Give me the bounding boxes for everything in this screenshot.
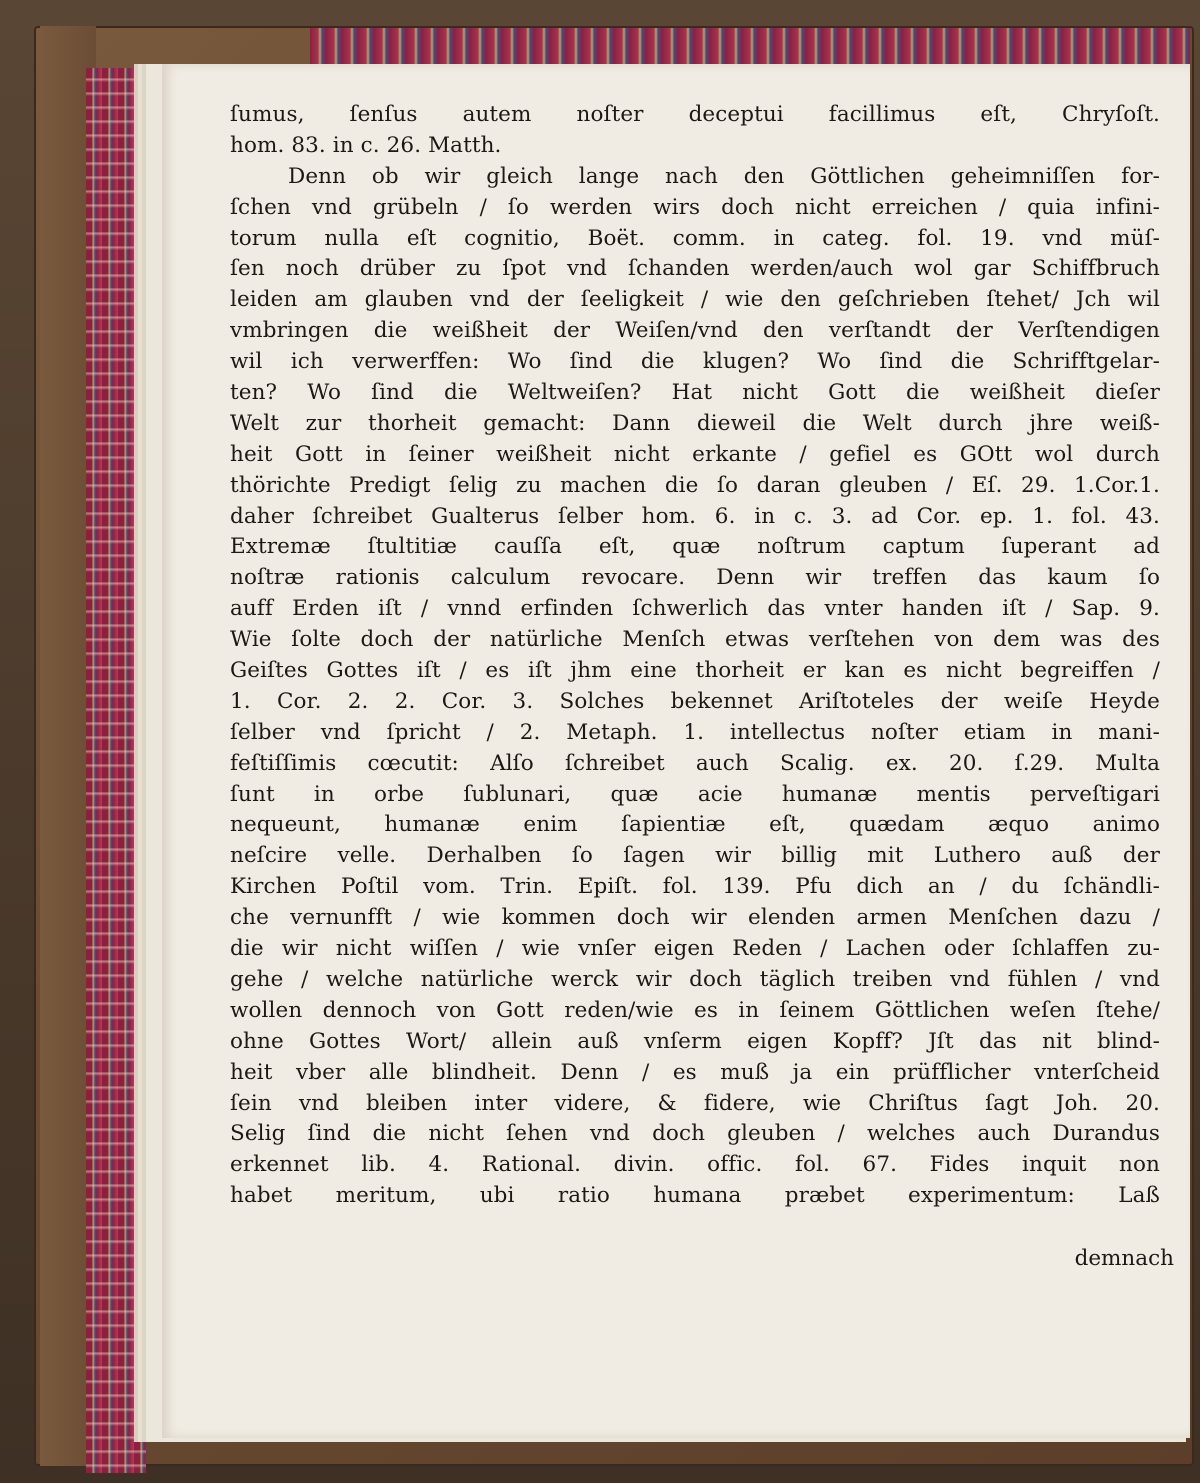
text-line: nequeunt, humanæ enim ſapientiæ eſt, quædam æquo animo [230,812,1160,838]
text-line: ſumus, ſenſus autem noſter deceptui facillimus eſt, Chryſoſt. [230,102,1160,127]
text-line: che vernunfft / wie kommen doch wir elenden armen Menſchen dazu / [230,905,1160,931]
text-line: noſtræ rationis calculum revocare. Denn wir treffen das kaum ſo [230,565,1160,591]
text-line: Welt zur thorheit gemacht: Dann dieweil die Welt durch jhre weiß- [230,410,1160,436]
text-line: Kirchen Poſtil vom. Trin. Epiſt. fol. 139. Pfu dich an / du ſchändli- [230,874,1160,900]
text-line: 1. Cor. 2. 2. Cor. 3. Solches bekennet Ariſtoteles der weiſe Heyde [230,688,1160,714]
marbled-endpaper-left [86,68,146,1473]
text-line: ohne Gottes Wort/ allein auß vnſerm eigen Kopff? Jſt das nit blind- [230,1028,1160,1054]
text-line: habet meritum, ubi ratio humana præbet experimentum: Laß [230,1183,1160,1209]
text-line: wollen dennoch von Gott reden/wie es in ſeinem Göttlichen weſen ſtehe/ [230,997,1160,1023]
text-line: vmbringen die weißheit der Weiſen/vnd den verſtandt der Verſtendigen [230,318,1160,344]
page-text [230,100,1160,1212]
text-line: ten? Wo ſind die Weltweiſen? Hat nicht Gott die weißheit dieſer [230,380,1160,406]
text-line: leiden am glauben vnd der ſeeligkeit / wie den geſchrieben ſtehet/ Jch wil [230,287,1160,313]
text-line: torum nulla eſt cognitio, Boët. comm. in categ. fol. 19. vnd müſ- [230,225,1160,251]
text-line: feſtiſſimis cœcutit: Alſo ſchreibet auch Scalig. ex. 20. ſ.29. Multa [230,750,1160,776]
text-line: ſelber vnd ſpricht / 2. Metaph. 1. intellectus noſter etiam in mani- [230,719,1160,745]
text-line: ſen noch drüber zu ſpot vnd ſchanden werden/auch wol gar Schiffbruch [230,256,1160,282]
text-line: Denn ob wir gleich lange nach den Göttlichen geheimniſſen for- [288,163,1160,189]
text-line: Geiſtes Gottes iſt / es iſt jhm eine thorheit er kan es nicht begreiffen / [230,658,1160,684]
text-line: auff Erden iſt / vnnd erfinden ſchwerlich das vnter handen iſt / Sap. 9. [230,596,1160,622]
text-line: gehe / welche natürliche werck wir doch täglich treiben vnd fühlen / vnd [230,966,1160,992]
text-line: heit Gott in ſeiner weißheit nicht erkante / gefiel es GOtt wol durch [230,441,1160,467]
marbled-endpaper-top [310,28,1190,68]
text-line: erkennet lib. 4. Rational. divin. offic. fol. 67. Fides inquit non [230,1152,1160,1178]
text-line: Selig ſind die nicht ſehen vnd doch gleuben / welches auch Durandus [230,1121,1160,1147]
text-line: daher ſchreibet Gualterus ſelber hom. 6. in c. 3. ad Cor. ep. 1. fol. 43. [230,503,1160,529]
text-line: ſchen vnd grübeln / ſo werden wirs doch nicht erreichen / quia infini- [230,194,1160,220]
text-line: Wie ſolte doch der natürliche Menſch etwas verſtehen von dem was des [230,627,1160,653]
text-line: heit vber alle blindheit. Denn / es muß ja ein prüfflicher vnterſcheid [230,1059,1160,1085]
text-line: Extremæ ſtultitiæ cauſſa eſt, quæ noſtrum captum ſuperant ad [230,534,1160,560]
text-line: ſunt in orbe ſublunari, quæ acie humanæ mentis perveſtigari [230,781,1160,807]
text-line: die wir nicht wiſſen / wie vnſer eigen Reden / Lachen oder ſchlaffen zu- [230,936,1160,962]
text-line: wil ich verwerffen: Wo ſind die klugen? Wo ſind die Schrifftgelar- [230,349,1160,375]
catchword: demnach [1074,1246,1174,1271]
text-line: ſein vnd bleiben inter videre, & fidere, wie Chriſtus ſagt Joh. 20. [230,1090,1160,1116]
text-line: neſcire velle. Derhalben ſo ſagen wir billig mit Luthero auß der [230,843,1160,869]
text-line: thörichte Predigt ſelig zu machen die ſo daran gleuben / Eſ. 29. 1.Cor.1. [230,472,1160,498]
text-line: hom. 83. in c. 26. Matth. [230,132,502,158]
